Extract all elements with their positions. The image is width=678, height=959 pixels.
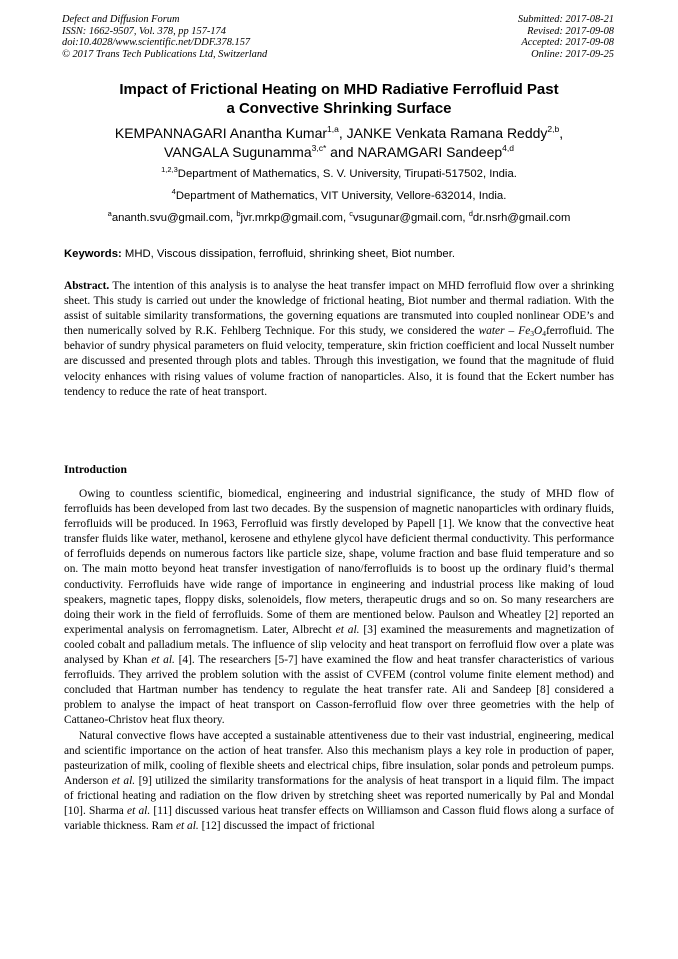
author-name: JANKE Venkata Ramana Reddy xyxy=(346,125,548,141)
citation-et-al: et al. xyxy=(175,820,199,833)
journal-info xyxy=(62,14,267,60)
paragraph-text: Owing to countless scientific, biomedical, engineering and industrial significance, the study of MHD flow of ferrofluids has been developed from last two decades. By the suspension of magnetic nanoparticles with ordinary fluids, ferrofluids will be produced. In 1963, Ferrofluid was firstly developed by Papell [1]. We know that the convective heat transfer fluids like water, methanol, kerosene and ethylene glycol have deficient thermal conductivity. This performance of ferrofluids depends on numerous factors like particle size, shape, volume fraction and base fluid temperature and so on. The main motto beyond heat transfer investigation of nano/ferrofluids is to boost up the ordinary fluid’s thermal conductivity. Ferrofluids have wide range of importance in engineering and industrial process like making of loud speakers, magnetic tapes, floppy disks, solenoidels, flow meters, therapeutic drugs and so on. So many researchers are doing their work in the field of ferrofluids. Some of them are mentioned below. Paulson and Wheatley [2] reported an experimental analysis on ferromagnetism. Later, Albrecht xyxy=(64,488,614,636)
journal-name: Defect and Diffusion Forum xyxy=(62,14,180,25)
paragraph-text: [12] discussed the impact of frictional xyxy=(198,820,375,833)
author-name: NARAMGARI Sandeep xyxy=(357,144,503,160)
email-mark: d xyxy=(468,209,473,218)
author-affiliation-mark: 2,b xyxy=(547,124,560,134)
paper-title xyxy=(40,80,638,118)
author-affiliation-mark: 3,c* xyxy=(311,143,327,153)
affiliation xyxy=(40,167,638,181)
abstract-paragraph xyxy=(64,279,614,400)
introduction-paragraph xyxy=(64,729,614,835)
date-revised: Revised: 2017-09-08 xyxy=(527,25,614,37)
email-address: dr.nsrh@gmail.com xyxy=(472,212,571,224)
affiliation-text: Department of Mathematics, VIT University, Vellore-632014, India. xyxy=(175,190,507,202)
paragraph-text: [11] discussed various heat transfer effects on Williamson and Casson fluid flows along a surface of variable thickness. Ram xyxy=(64,804,614,833)
author-affiliation-mark: 4,d xyxy=(502,143,514,153)
email-address: jvr.mrkp@gmail.com, xyxy=(240,212,350,224)
title-line-2: a Convective Shrinking Surface xyxy=(226,100,452,117)
keywords xyxy=(64,247,624,261)
paragraph-text: [4]. The researchers [5-7] have examined the flow and heat transfer characteristics of various ferrofluids. They arrived the problem solution with the assist of CVFEM (control volume finite element method) and concluded that Hartman number has tendency to regulate the heat transfer rate. Ali and Sandeep [8] considered a problem to analyse the impact of heat transport on Casson-ferrofluid flow over three geometries with the help of Cattaneo-Christov heat flux theory. xyxy=(64,654,614,727)
citation-et-al: et al. xyxy=(127,804,151,817)
formula-element-o: O xyxy=(534,325,543,338)
formula-dash: – xyxy=(504,325,519,338)
author-name: VANGALA Sugunamma xyxy=(164,144,312,160)
introduction-body xyxy=(64,487,614,834)
affiliation-text: Department of Mathematics, S. V. University, Tirupati-517502, India. xyxy=(177,168,517,180)
author-separator: , xyxy=(338,125,347,141)
citation-et-al: et al. xyxy=(335,623,360,636)
author-name: KEMPANNAGARI Anantha Kumar xyxy=(114,125,328,141)
author-line-2 xyxy=(40,143,638,162)
date-accepted: Accepted: 2017-09-08 xyxy=(521,37,614,49)
formula-subscript: 4 xyxy=(542,329,546,339)
chemical-formula xyxy=(479,325,546,337)
author-separator: , xyxy=(559,125,564,141)
email-mark: b xyxy=(236,209,241,218)
date-online: Online: 2017-09-25 xyxy=(531,48,614,60)
keywords-label: Keywords: xyxy=(64,248,122,260)
abstract xyxy=(64,279,614,400)
journal-copyright: © 2017 Trans Tech Publications Ltd, Switzerland xyxy=(62,48,268,60)
author-separator: and xyxy=(326,144,358,160)
abstract-label: Abstract. xyxy=(64,280,110,292)
publication-dates xyxy=(518,14,614,60)
affiliation-mark: 4 xyxy=(171,187,176,196)
formula-subscript: 3 xyxy=(530,329,535,339)
author-line-1 xyxy=(40,124,638,143)
citation-et-al: et al. xyxy=(151,654,175,667)
author-affiliation-mark: 1,a xyxy=(327,124,339,134)
paragraph-text: Natural convective flows have accepted a sustainable attentiveness due to their vast industrial, engineering, medical and scientific importance on the action of heat transfer. Also this mechanism plays a key role in production of paper, pasteurization of milk, cooling of flexible sheets and electrical chips, fibre insulation, solar ponds and petroleum pumps. Anderson xyxy=(64,729,614,787)
formula-base-fluid: water xyxy=(478,325,505,338)
email-mark: a xyxy=(107,209,112,218)
email-mark: c xyxy=(349,209,353,218)
date-submitted: Submitted: 2017-08-21 xyxy=(517,14,614,25)
affiliation xyxy=(40,189,638,203)
paragraph-text: [9] utilized the similarity transformations for the analysis of heat transport in a liquid film. The impact of frictional heating and radiation on the flow driven by stretching sheet was reported numerically by Pal and Mondal [10]. Sharma xyxy=(64,774,615,817)
abstract-text: The intention of this analysis is to analyse the heat transfer impact on MHD ferrofluid flow over a shrinking sheet. This study is carried out under the knowledge of frictional heating, Biot number and thermal radiation. With the assist of suitable similarity transformations, the governing equations are transmuted into coupled nonlinear ODE’s and then numerically solved by R.K. Fehlberg Technique. For this study, we considered the xyxy=(64,280,614,338)
author-list xyxy=(40,124,638,162)
journal-doi: doi:10.4028/www.scientific.net/DDF.378.157 xyxy=(62,37,251,49)
citation-et-al: et al. xyxy=(111,774,136,787)
journal-issn: ISSN: 1662-9507, Vol. 378, pp 157-174 xyxy=(62,25,226,37)
title-line-1: Impact of Frictional Heating on MHD Radiative Ferrofluid Past xyxy=(119,81,559,98)
formula-element-fe: Fe xyxy=(518,325,531,338)
keywords-text: MHD, Viscous dissipation, ferrofluid, shrinking sheet, Biot number. xyxy=(121,248,455,260)
email-list xyxy=(40,211,638,225)
affiliation-mark: 1,2,3 xyxy=(161,165,178,174)
email-address: ananth.svu@gmail.com, xyxy=(111,212,237,224)
abstract-text: ferrofluid. The behavior of sundry physical parameters on fluid velocity, temperature, skin friction coefficient and local Nusselt number are discussed and presented through plots and tables. Through this investigation, we found that the magnitude of fluid velocity enhances with rising values of volume fraction of nanoparticles. Also, it is found that the Eckert number has tendency to reduce the rate of heat transport. xyxy=(64,325,615,398)
paragraph-text: [3] examined the measurements and magnetization of cooled cobalt and palladium metals. The influence of slip velocity and heat transport on ferrofluid flow over a plate was analysed by Khan xyxy=(64,623,614,667)
introduction-paragraph xyxy=(64,487,614,729)
email-address: vsugunar@gmail.com, xyxy=(353,212,469,224)
section-heading-introduction: Introduction xyxy=(64,463,127,476)
